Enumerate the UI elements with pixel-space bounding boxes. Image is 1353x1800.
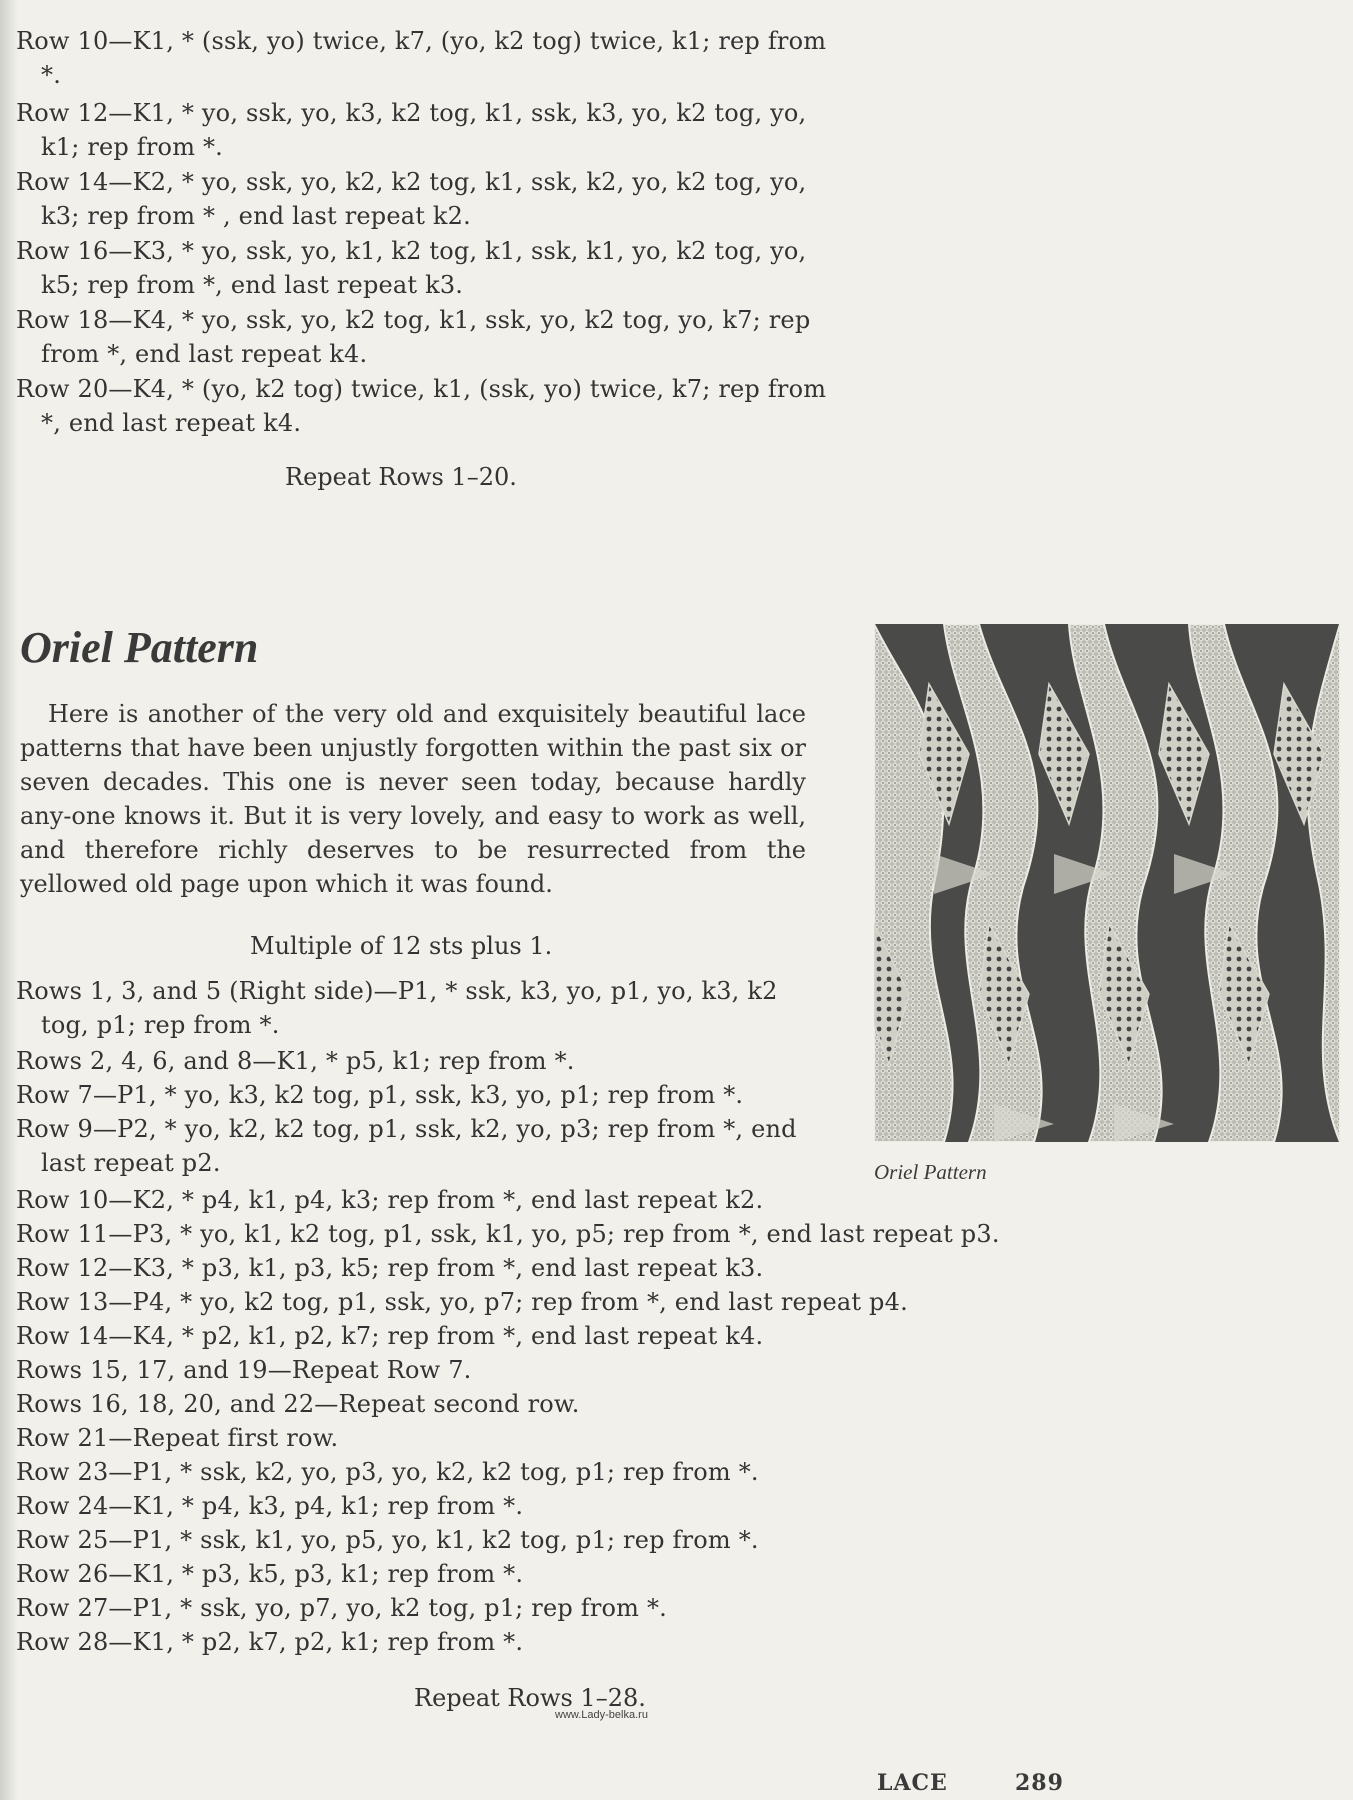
footer-section: LACE bbox=[877, 1770, 948, 1796]
oriel-row-10: Row 10—K2, * p4, k1, p4, k3; rep from *, end last repeat k2. bbox=[16, 1186, 764, 1214]
oriel-row-16-18-20-22: Rows 16, 18, 20, and 22—Repeat second row. bbox=[16, 1390, 580, 1418]
section-title: Oriel Pattern bbox=[20, 623, 259, 672]
oriel-row-21: Row 21—Repeat first row. bbox=[16, 1424, 339, 1452]
oriel-row-2-4-6-8: Rows 2, 4, 6, and 8—K1, * p5, k1; rep from *. bbox=[16, 1047, 575, 1075]
watermark-url: www.Lady-belka.ru bbox=[555, 1709, 648, 1721]
oriel-row-1-3-5: Rows 1, 3, and 5 (Right side)—P1, * ssk, k3, yo, p1, yo, k3, k2 tog, p1; rep from *. bbox=[16, 977, 778, 1039]
top-row-20: Row 20—K4, * (yo, k2 tog) twice, k1, (ssk, yo) twice, k7; rep from *, end last repeat k4. bbox=[16, 375, 827, 437]
oriel-row-14: Row 14—K4, * p2, k1, p2, k7; rep from *, end last repeat k4. bbox=[16, 1322, 764, 1350]
top-row-14: Row 14—K2, * yo, ssk, yo, k2, k2 tog, k1, ssk, k2, yo, k2 tog, yo, k3; rep from * , end last repeat k2. bbox=[16, 168, 807, 230]
top-row-16: Row 16—K3, * yo, ssk, yo, k1, k2 tog, k1, ssk, k1, yo, k2 tog, yo, k5; rep from *, end last repeat k3. bbox=[16, 237, 807, 299]
top-row-18: Row 18—K4, * yo, ssk, yo, k2 tog, k1, ssk, yo, k2 tog, yo, k7; rep from *, end last repeat k4. bbox=[16, 306, 811, 368]
oriel-row-11: Row 11—P3, * yo, k1, k2 tog, p1, ssk, k1, yo, p5; rep from *, end last repeat p3. bbox=[16, 1220, 1000, 1248]
oriel-row-13: Row 13—P4, * yo, k2 tog, p1, ssk, yo, p7; rep from *, end last repeat p4. bbox=[16, 1288, 908, 1316]
oriel-row-12: Row 12—K3, * p3, k1, p3, k5; rep from *, end last repeat k3. bbox=[16, 1254, 764, 1282]
oriel-pattern-photo bbox=[874, 624, 1340, 1142]
top-repeat-line: Repeat Rows 1–20. bbox=[285, 463, 517, 491]
top-row-10: Row 10—K1, * (ssk, yo) twice, k7, (yo, k2 tog) twice, k1; rep from *. bbox=[16, 27, 827, 89]
intro-paragraph: Here is another of the very old and exquisitely beautiful lace patterns that have been unjustly forgotten within the past six or seven decades. This one is never seen today, because hardly any-one knows it. But it is very lovely, and easy to work as well, and therefore richly deserves to be resurrected from the yellowed old page upon which it was found. bbox=[20, 700, 806, 898]
oriel-row-9: Row 9—P2, * yo, k2, k2 tog, p1, ssk, k2, yo, p3; rep from *, end last repeat p2. bbox=[16, 1115, 797, 1177]
stitch-multiple: Multiple of 12 sts plus 1. bbox=[250, 932, 553, 960]
oriel-row-28: Row 28—K1, * p2, k7, p2, k1; rep from *. bbox=[16, 1628, 524, 1656]
oriel-row-27: Row 27—P1, * ssk, yo, p7, yo, k2 tog, p1; rep from *. bbox=[16, 1594, 667, 1622]
oriel-row-7: Row 7—P1, * yo, k3, k2 tog, p1, ssk, k3, yo, p1; rep from *. bbox=[16, 1081, 744, 1109]
photo-caption: Oriel Pattern bbox=[874, 1160, 987, 1184]
page-number: 289 bbox=[1015, 1770, 1064, 1796]
oriel-row-26: Row 26—K1, * p3, k5, p3, k1; rep from *. bbox=[16, 1560, 524, 1588]
top-row-12: Row 12—K1, * yo, ssk, yo, k3, k2 tog, k1, ssk, k3, yo, k2 tog, yo, k1; rep from *. bbox=[16, 99, 807, 161]
oriel-row-25: Row 25—P1, * ssk, k1, yo, p5, yo, k1, k2 tog, p1; rep from *. bbox=[16, 1526, 759, 1554]
oriel-repeat-line: Repeat Rows 1–28. bbox=[414, 1684, 646, 1712]
oriel-row-23: Row 23—P1, * ssk, k2, yo, p3, yo, k2, k2 tog, p1; rep from *. bbox=[16, 1458, 759, 1486]
oriel-row-24: Row 24—K1, * p4, k3, p4, k1; rep from *. bbox=[16, 1492, 524, 1520]
oriel-row-15-17-19: Rows 15, 17, and 19—Repeat Row 7. bbox=[16, 1356, 472, 1384]
